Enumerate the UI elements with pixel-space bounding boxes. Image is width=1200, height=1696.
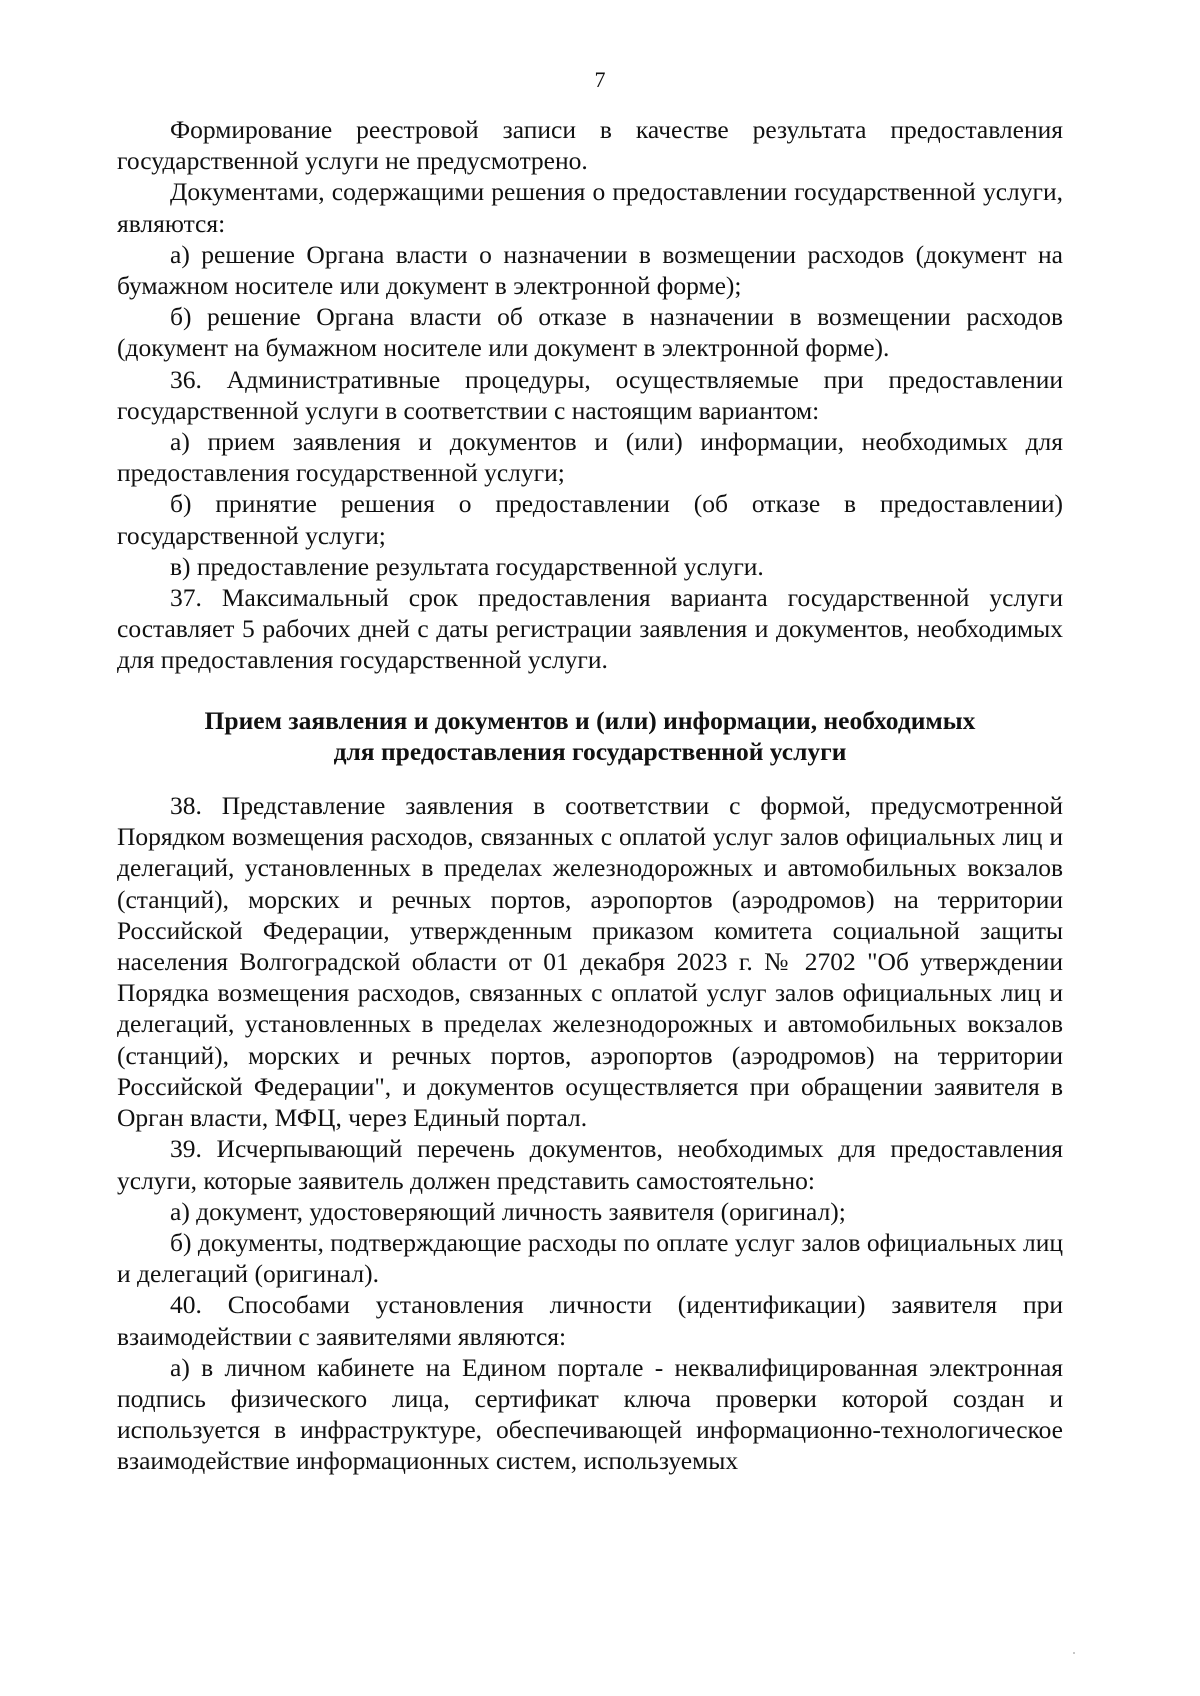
paragraph-39-a: а) документ, удостоверяющий личность заявителя (оригинал);: [170, 1196, 846, 1226]
scan-artifact-dot: [1073, 1652, 1075, 1654]
paragraph-decision-documents: Документами, содержащими решения о предоставлении государственной услуги, являются:: [117, 177, 1063, 238]
paragraph-39-b: б) документы, подтверждающие расходы по оплате услуг залов официальных лиц и делегаций (оригинал).: [117, 1227, 1063, 1289]
paragraph-36-a: а) прием заявления и документов и (или) информации, необходимых для предоставления государственной услуги;: [117, 427, 1063, 488]
paragraph-36-b: б) принятие решения о предоставлении (об отказе в предоставлении) государственной услуги;: [117, 489, 1063, 550]
paragraph-38: 38. Представление заявления в соответствии с формой, предусмотренной Порядком возмещения расходов, связанных с оплатой услуг залов официальных лиц и делегаций, установленных в пределах железнодорожных и автомобильных вокзалов (станций), морских и речных портов, аэропортов (аэродромов) на территории Российской Федерации, утвержденным приказом комитета социальной защиты населения Волгоградской области от 01 декабря 2023 г. № 2702 "Об утверждении Порядка возмещения расходов, связанных с оплатой услуг залов официальных лиц и делегаций, установленных в пределах железнодорожных и автомобильных вокзалов (станций), морских и речных портов, аэропортов (аэродромов) на территории Российской Федерации", и документов осуществляется при обращении заявителя в Орган власти, МФЦ, через Единый портал.: [117, 791, 1063, 1133]
section-heading: [117, 705, 1063, 767]
paragraph-registry-record: Формирование реестровой записи в качестве результата предоставления государственной услуги не предусмотрено.: [117, 115, 1063, 176]
document-body: [117, 114, 1063, 1477]
paragraph-40: 40. Способами установления личности (идентификации) заявителя при взаимодействии с заявителями являются:: [117, 1290, 1063, 1351]
page-number: 7: [594, 67, 606, 92]
paragraph-36: 36. Административные процедуры, осуществляемые при предоставлении государственной услуги в соответствии с настоящим вариантом:: [117, 364, 1063, 425]
paragraph-36-c: в) предоставление результата государственной услуги.: [170, 551, 764, 581]
paragraph-39: 39. Исчерпывающий перечень документов, необходимых для предоставления услуги, которые заявитель должен представить самостоятельно:: [117, 1134, 1063, 1195]
paragraph-decision-assign: а) решение Органа власти о назначении в возмещении расходов (документ на бумажном носителе или документ в электронной форме);: [117, 239, 1063, 301]
paragraph-40-a: а) в личном кабинете на Едином портале - неквалифицированная электронная подпись физического лица, сертификат ключа проверки которой создан и используется в инфраструктуре, обеспечивающей информационно-технологическое взаимодействие информационных систем, используемых: [117, 1352, 1063, 1476]
paragraph-37: 37. Максимальный срок предоставления варианта государственной услуги составляет 5 рабочих дней с даты регистрации заявления и документов, необходимых для предоставления государственной услуги.: [117, 583, 1063, 675]
section-heading-line-2: для предоставления государственной услуги: [333, 736, 847, 766]
section-heading-line-1: Прием заявления и документов и (или) информации, необходимых: [204, 705, 976, 735]
paragraph-decision-refuse: б) решение Органа власти об отказе в назначении в возмещении расходов (документ на бумажном носителе или документ в электронной форме).: [117, 302, 1063, 363]
